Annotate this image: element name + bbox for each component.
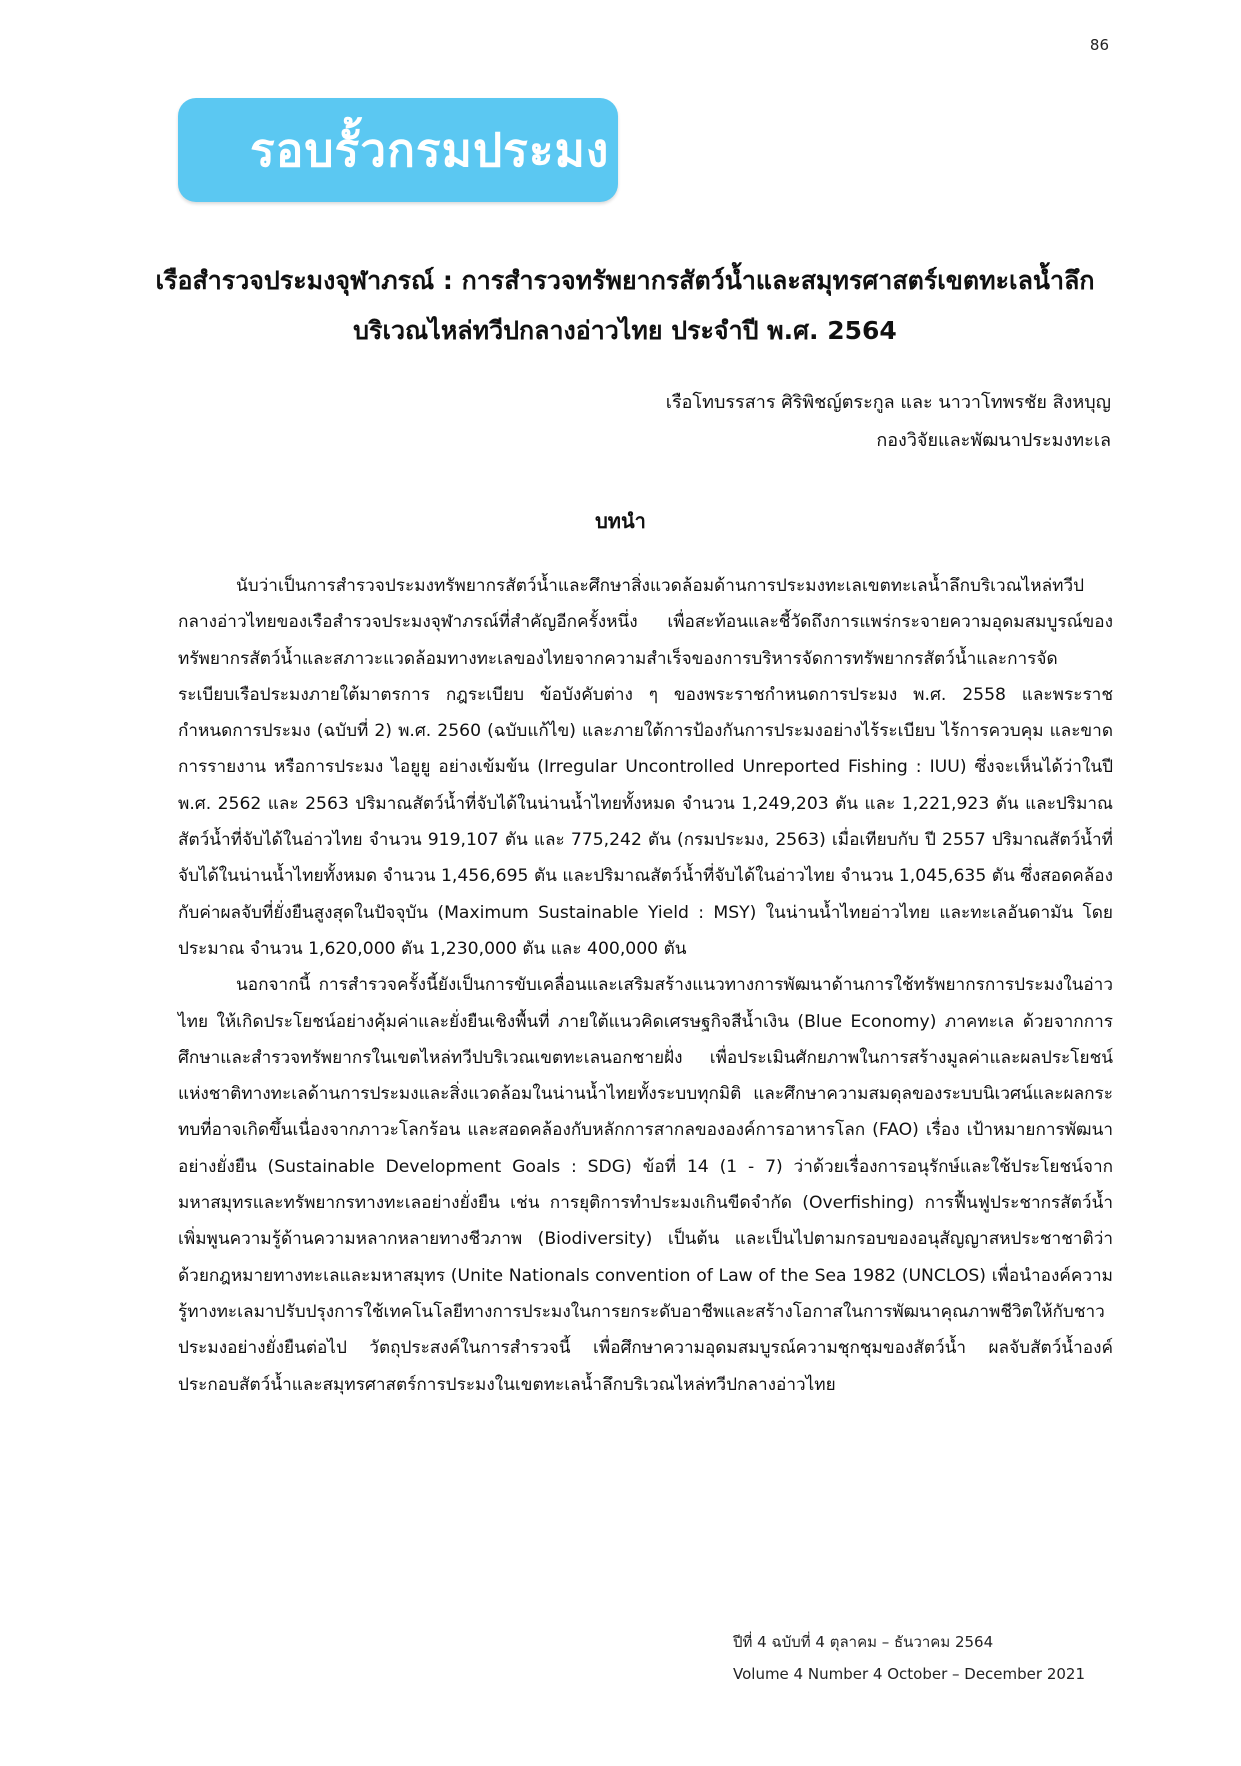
section-badge [178, 98, 618, 202]
author-names: เรือโทบรรสาร ศิริพิชญ์ตระกูล และ นาวาโทพรชัย สิงหบุญ [665, 392, 1111, 413]
footer-issue-thai: ปีที่ 4 ฉบับที่ 4 ตุลาคม – ธันวาคม 2564 [733, 1633, 994, 1651]
footer-issue-english: Volume 4 Number 4 October – December 2021 [733, 1665, 1085, 1683]
section-heading: บทนำ [595, 509, 646, 533]
page-number: 86 [1089, 36, 1109, 54]
article-title-line-1: เรือสำรวจประมงจุฬาภรณ์ : การสำรวจทรัพยากรสัตว์น้ำและสมุทรศาสตร์เขตทะเลน้ำลึก [155, 266, 1095, 295]
article-body [178, 568, 1113, 1403]
article-title [120, 256, 1130, 356]
author-block [666, 384, 1111, 460]
body-paragraph-2: นอกจากนี้ การสำรวจครั้งนี้ยังเป็นการขับเคลื่อนและเสริมสร้างแนวทางการพัฒนาด้านการใช้ทรัพยากรการประมงในอ่าวไทย ให้เกิดประโยชน์อย่างคุ้มค่าและยั่งยืนเชิงพื้นที่ ภายใต้แนวคิดเศรษฐกิจสีน้ำเงิน (Blue Economy) ภาคทะเล ด้วยจากการศึกษาและสำรวจทรัพยากรในเขตไหล่ทวีปบริเวณเขตทะเลนอกชายฝั่ง เพื่อประเมินศักยภาพในการสร้างมูลค่าและผลประโยชน์แห่งชาติทางทะเลด้านการประมงและสิ่งแวดล้อมในน่านน้ำไทยทั้งระบบทุกมิติ และศึกษาความสมดุลของระบบนิเวศน์และผลกระทบที่อาจเกิดขึ้นเนื่องจากภาวะโลกร้อน และสอดคล้องกับหลักการสากลขององค์การอาหารโลก (FAO) เรื่อง เป้าหมายการพัฒนาอย่างยั่งยืน (Sustainable Development Goals : SDG) ข้อที่ 14 (1 - 7) ว่าด้วยเรื่องการอนุรักษ์และใช้ประโยชน์จากมหาสมุทรและทรัพยากรทางทะเลอย่างยั่งยืน เช่น การยุติการทำประมงเกินขีดจำกัด (Overfishing) การฟื้นฟูประชากรสัตว์น้ำ เพิ่มพูนความรู้ด้านความหลากหลายทางชีวภาพ (Biodiversity) เป็นต้น และเป็นไปตามกรอบของอนุสัญญาสหประชาชาติว่าด้วยกฎหมายทางทะเลและมหาสมุทร (Unite Nationals convention of Law of the Sea 1982 (UNCLOS) เพื่อนำองค์ความรู้ทางทะเลมาปรับปรุงการใช้เทคโนโลยีทางการประมงในการยกระดับอาชีพและสร้างโอกาสในการพัฒนาคุณภาพชีวิตให้กับชาวประมงอย่างยั่งยืนต่อไป วัตถุประสงค์ในการสำรวจนี้ เพื่อศึกษาความอุดมสมบูรณ์ความชุกชุมของสัตว์น้ำ ผลจับสัตว์น้ำองค์ประกอบสัตว์น้ำและสมุทรศาสตร์การประมงในเขตทะเลน้ำลึกบริเวณไหล่ทวีปกลางอ่าวไทย [178, 975, 1113, 1395]
article-title-line-2: บริเวณไหล่ทวีปกลางอ่าวไทย ประจำปี พ.ศ. 2564 [353, 316, 897, 345]
section-badge-label: รอบรั้วกรมประมง [250, 122, 610, 177]
author-affiliation: กองวิจัยและพัฒนาประมงทะเล [876, 430, 1111, 451]
page-footer [733, 1626, 1085, 1690]
body-paragraph-1: นับว่าเป็นการสำรวจประมงทรัพยากรสัตว์น้ำและศึกษาสิ่งแวดล้อมด้านการประมงทะเลเขตทะเลน้ำลึกบริเวณไหล่ทวีปกลางอ่าวไทยของเรือสำรวจประมงจุฬาภรณ์ที่สำคัญอีกครั้งหนึ่ง เพื่อสะท้อนและชี้วัดถึงการแพร่กระจายความอุดมสมบูรณ์ของทรัพยากรสัตว์น้ำและสภาวะแวดล้อมทางทะเลของไทยจากความสำเร็จของการบริหารจัดการทรัพยากรสัตว์น้ำและการจัดระเบียบเรือประมงภายใต้มาตรการ กฎระเบียบ ข้อบังคับต่าง ๆ ของพระราชกำหนดการประมง พ.ศ. 2558 และพระราชกำหนดการประมง (ฉบับที่ 2) พ.ศ. 2560 (ฉบับแก้ไข) และภายใต้การป้องกันการประมงอย่างไร้ระเบียบ ไร้การควบคุม และขาดการรายงาน หรือการประมง ไอยูยู อย่างเข้มข้น (Irregular Uncontrolled Unreported Fishing : IUU) ซึ่งจะเห็นได้ว่าในปี พ.ศ. 2562 และ 2563 ปริมาณสัตว์น้ำที่จับได้ในน่านน้ำไทยทั้งหมด จำนวน 1,249,203 ตัน และ 1,221,923 ตัน และปริมาณสัตว์น้ำที่จับได้ในอ่าวไทย จำนวน 919,107 ตัน และ 775,242 ตัน (กรมประมง, 2563) เมื่อเทียบกับ ปี 2557 ปริมาณสัตว์น้ำที่จับได้ในน่านน้ำไทยทั้งหมด จำนวน 1,456,695 ตัน และปริมาณสัตว์น้ำที่จับได้ในอ่าวไทย จำนวน 1,045,635 ตัน ซึ่งสอดคล้องกับค่าผลจับที่ยั่งยืนสูงสุดในปัจจุบัน (Maximum Sustainable Yield : MSY) ในน่านน้ำไทยอ่าวไทย และทะเลอันดามัน โดยประมาณ จำนวน 1,620,000 ตัน 1,230,000 ตัน และ 400,000 ตัน [178, 576, 1113, 959]
